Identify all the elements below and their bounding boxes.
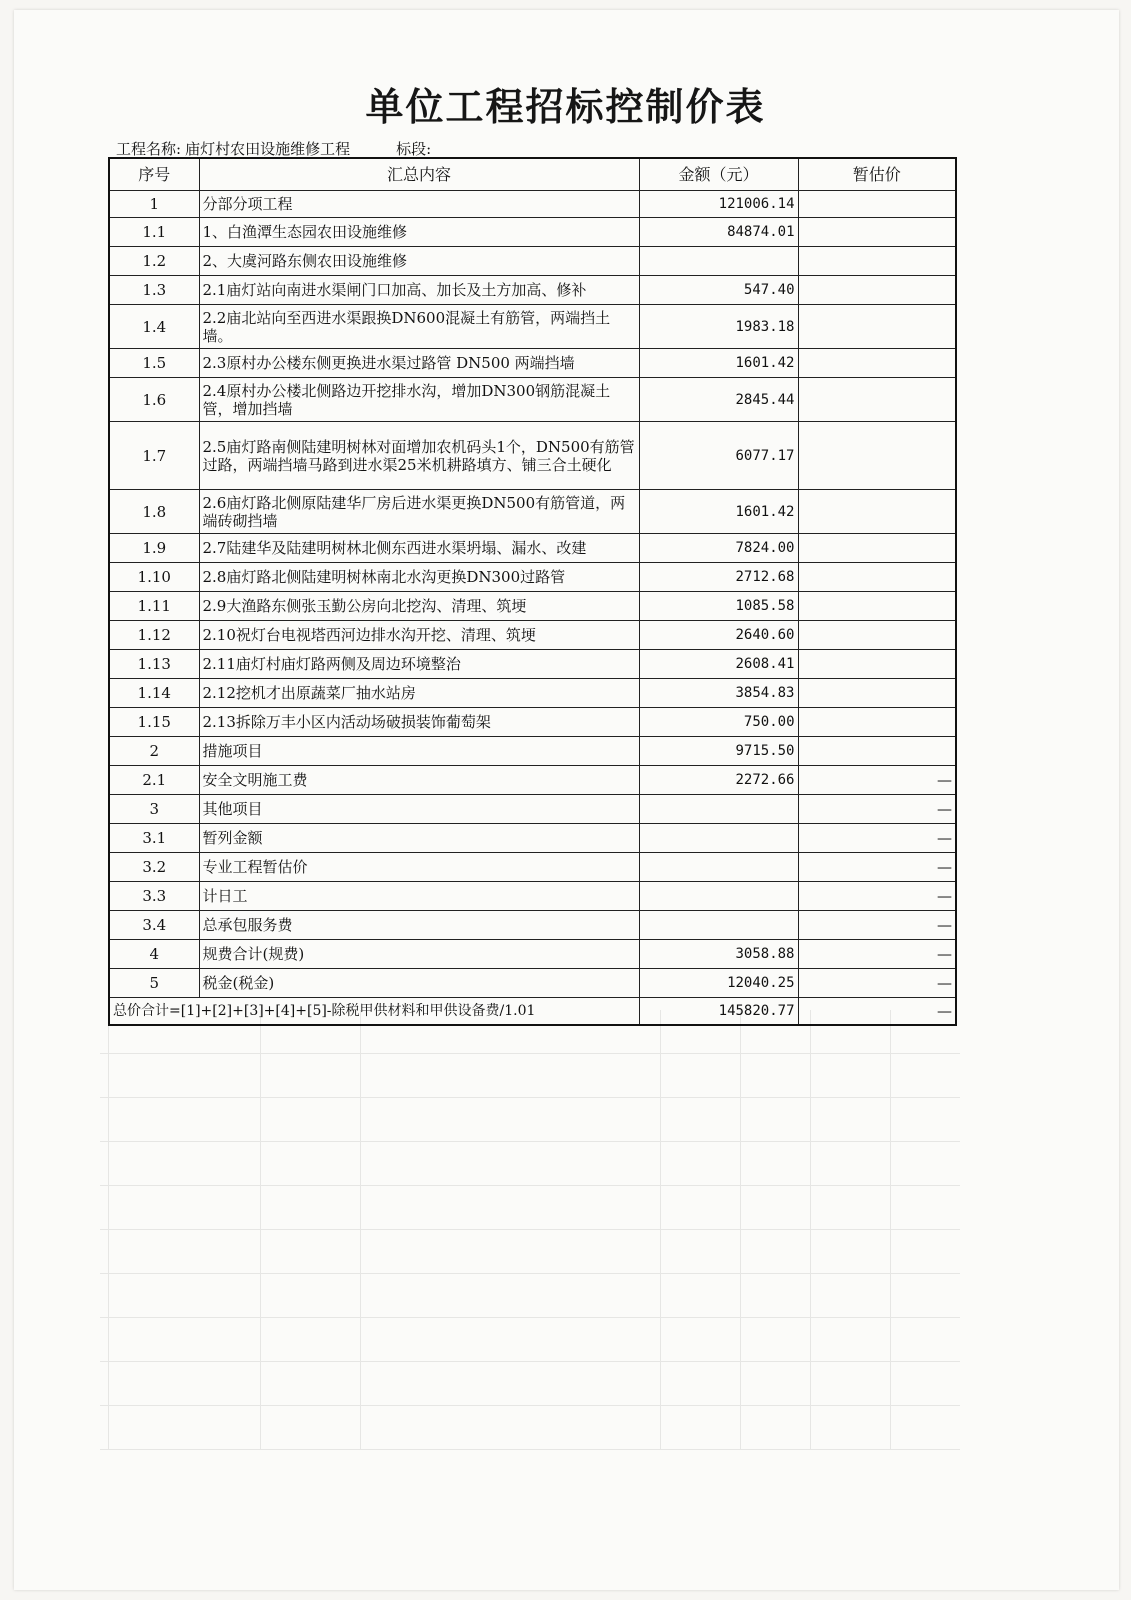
row-content: 分部分项工程 [199, 191, 639, 218]
table-row [109, 882, 956, 911]
page-title: 单位工程招标控制价表 [365, 84, 766, 129]
row-provisional [798, 305, 956, 349]
row-amount [639, 882, 798, 911]
row-content: 2.7陆建华及陆建明树林北侧东西进水渠坍塌、漏水、改建 [199, 534, 639, 563]
row-content: 规费合计(规费) [199, 940, 639, 969]
row-provisional [798, 592, 956, 621]
row-content: 其他项目 [199, 795, 639, 824]
row-amount: 1601.42 [639, 490, 798, 534]
table-row [109, 563, 956, 592]
table-row [109, 621, 956, 650]
row-provisional [798, 708, 956, 737]
row-provisional [798, 563, 956, 592]
row-content: 2.4原村办公楼北侧路边开挖排水沟，增加DN300钢筋混凝土管，增加挡墙 [199, 378, 639, 422]
row-amount: 2712.68 [639, 563, 798, 592]
row-seq: 1.15 [109, 708, 199, 737]
row-amount: 3058.88 [639, 940, 798, 969]
row-seq: 4 [109, 940, 199, 969]
row-seq: 1.14 [109, 679, 199, 708]
row-seq: 3.4 [109, 911, 199, 940]
row-seq: 2.1 [109, 766, 199, 795]
row-content: 安全文明施工费 [199, 766, 639, 795]
table-row [109, 824, 956, 853]
table-row [109, 191, 956, 218]
row-content: 2.9大渔路东侧张玉勤公房向北挖沟、清理、筑埂 [199, 592, 639, 621]
row-seq: 1.7 [109, 422, 199, 490]
row-seq: 1.10 [109, 563, 199, 592]
table-row [109, 349, 956, 378]
row-amount [639, 911, 798, 940]
header-amount: 金额（元） [639, 158, 798, 191]
total-row [109, 998, 956, 1025]
row-seq: 1.3 [109, 276, 199, 305]
row-provisional: — [798, 911, 956, 940]
row-content: 2.5庙灯路南侧陆建明树林对面增加农机码头1个，DN500有筋管过路，两端挡墙马路到进水渠25米机耕路填方、铺三合土硬化 [199, 422, 639, 490]
table-row [109, 708, 956, 737]
bleed-through-table [100, 1010, 960, 1450]
row-seq: 3.2 [109, 853, 199, 882]
row-provisional [798, 349, 956, 378]
header-seq: 序号 [109, 158, 199, 191]
row-seq: 1.13 [109, 650, 199, 679]
row-seq: 1.12 [109, 621, 199, 650]
row-amount: 6077.17 [639, 422, 798, 490]
project-name-value: 庙灯村农田设施维修工程 [185, 140, 351, 158]
row-provisional [798, 679, 956, 708]
row-content: 2.6庙灯路北侧原陆建华厂房后进水渠更换DN500有筋管道，两端砖砌挡墙 [199, 490, 639, 534]
row-seq: 1 [109, 191, 199, 218]
row-content: 2.12挖机才出原蔬菜厂抽水站房 [199, 679, 639, 708]
price-table [108, 157, 957, 1026]
table-row [109, 766, 956, 795]
table-header-row [109, 158, 956, 191]
row-provisional: — [798, 882, 956, 911]
row-amount [639, 824, 798, 853]
row-amount: 2272.66 [639, 766, 798, 795]
row-seq: 1.4 [109, 305, 199, 349]
row-provisional: — [798, 824, 956, 853]
header-content: 汇总内容 [199, 158, 639, 191]
row-seq: 5 [109, 969, 199, 998]
row-content: 2、大虞河路东侧农田设施维修 [199, 247, 639, 276]
row-seq: 2 [109, 737, 199, 766]
row-amount: 3854.83 [639, 679, 798, 708]
table-row [109, 422, 956, 490]
header-provisional: 暂估价 [798, 158, 956, 191]
row-amount: 121006.14 [639, 191, 798, 218]
row-provisional: — [798, 853, 956, 882]
row-content: 1、白渔潭生态园农田设施维修 [199, 218, 639, 247]
table-row [109, 534, 956, 563]
row-content: 2.3原村办公楼东侧更换进水渠过路管 DN500 两端挡墙 [199, 349, 639, 378]
table-row [109, 592, 956, 621]
row-provisional [798, 247, 956, 276]
table-row [109, 737, 956, 766]
row-seq: 1.8 [109, 490, 199, 534]
row-amount [639, 853, 798, 882]
row-amount [639, 795, 798, 824]
table-row [109, 490, 956, 534]
row-content: 2.8庙灯路北侧陆建明树林南北水沟更换DN300过路管 [199, 563, 639, 592]
row-provisional [798, 378, 956, 422]
row-seq: 1.1 [109, 218, 199, 247]
project-info [116, 138, 435, 159]
row-amount: 84874.01 [639, 218, 798, 247]
row-content: 税金(税金) [199, 969, 639, 998]
row-provisional [798, 534, 956, 563]
row-amount: 9715.50 [639, 737, 798, 766]
row-amount: 1085.58 [639, 592, 798, 621]
row-amount: 2640.60 [639, 621, 798, 650]
row-amount: 7824.00 [639, 534, 798, 563]
row-content: 2.1庙灯站向南进水渠闸门口加高、加长及土方加高、修补 [199, 276, 639, 305]
row-amount: 2608.41 [639, 650, 798, 679]
table-row [109, 247, 956, 276]
row-provisional: — [798, 766, 956, 795]
table-row [109, 378, 956, 422]
row-seq: 3.1 [109, 824, 199, 853]
row-provisional [798, 218, 956, 247]
row-provisional: — [798, 795, 956, 824]
row-seq: 1.2 [109, 247, 199, 276]
table-row [109, 276, 956, 305]
row-amount: 750.00 [639, 708, 798, 737]
row-provisional [798, 650, 956, 679]
row-seq: 1.9 [109, 534, 199, 563]
total-label: 总价合计=[1]+[2]+[3]+[4]+[5]-除税甲供材料和甲供设备费/1.01 [109, 998, 639, 1025]
row-content: 2.10祝灯台电视塔西河边排水沟开挖、清理、筑埂 [199, 621, 639, 650]
row-amount: 1983.18 [639, 305, 798, 349]
row-amount: 12040.25 [639, 969, 798, 998]
table-row [109, 650, 956, 679]
row-provisional [798, 422, 956, 490]
row-seq: 1.6 [109, 378, 199, 422]
row-content: 暂列金额 [199, 824, 639, 853]
row-provisional [798, 276, 956, 305]
row-provisional [798, 191, 956, 218]
table-row [109, 305, 956, 349]
project-name-label: 工程名称: [116, 140, 182, 158]
row-amount: 547.40 [639, 276, 798, 305]
table-row [109, 218, 956, 247]
table-row [109, 795, 956, 824]
row-amount: 1601.42 [639, 349, 798, 378]
section-label: 标段: [396, 140, 432, 158]
table-body [109, 191, 956, 1025]
table-row [109, 853, 956, 882]
table-row [109, 679, 956, 708]
row-seq: 1.11 [109, 592, 199, 621]
row-content: 2.13拆除万丰小区内活动场破损装饰葡萄架 [199, 708, 639, 737]
table-row [109, 911, 956, 940]
total-amount: 145820.77 [639, 998, 798, 1025]
row-content: 计日工 [199, 882, 639, 911]
row-amount [639, 247, 798, 276]
row-content: 措施项目 [199, 737, 639, 766]
total-provisional: — [798, 998, 956, 1025]
row-provisional: — [798, 969, 956, 998]
row-seq: 3 [109, 795, 199, 824]
row-content: 专业工程暂估价 [199, 853, 639, 882]
table-row [109, 940, 956, 969]
row-provisional [798, 490, 956, 534]
table-row [109, 969, 956, 998]
row-content: 总承包服务费 [199, 911, 639, 940]
row-seq: 1.5 [109, 349, 199, 378]
row-content: 2.2庙北站向至西进水渠跟换DN600混凝土有筋管，两端挡土墙。 [199, 305, 639, 349]
row-provisional [798, 621, 956, 650]
row-content: 2.11庙灯村庙灯路两侧及周边环境整治 [199, 650, 639, 679]
row-provisional: — [798, 940, 956, 969]
row-amount: 2845.44 [639, 378, 798, 422]
row-seq: 3.3 [109, 882, 199, 911]
row-provisional [798, 737, 956, 766]
